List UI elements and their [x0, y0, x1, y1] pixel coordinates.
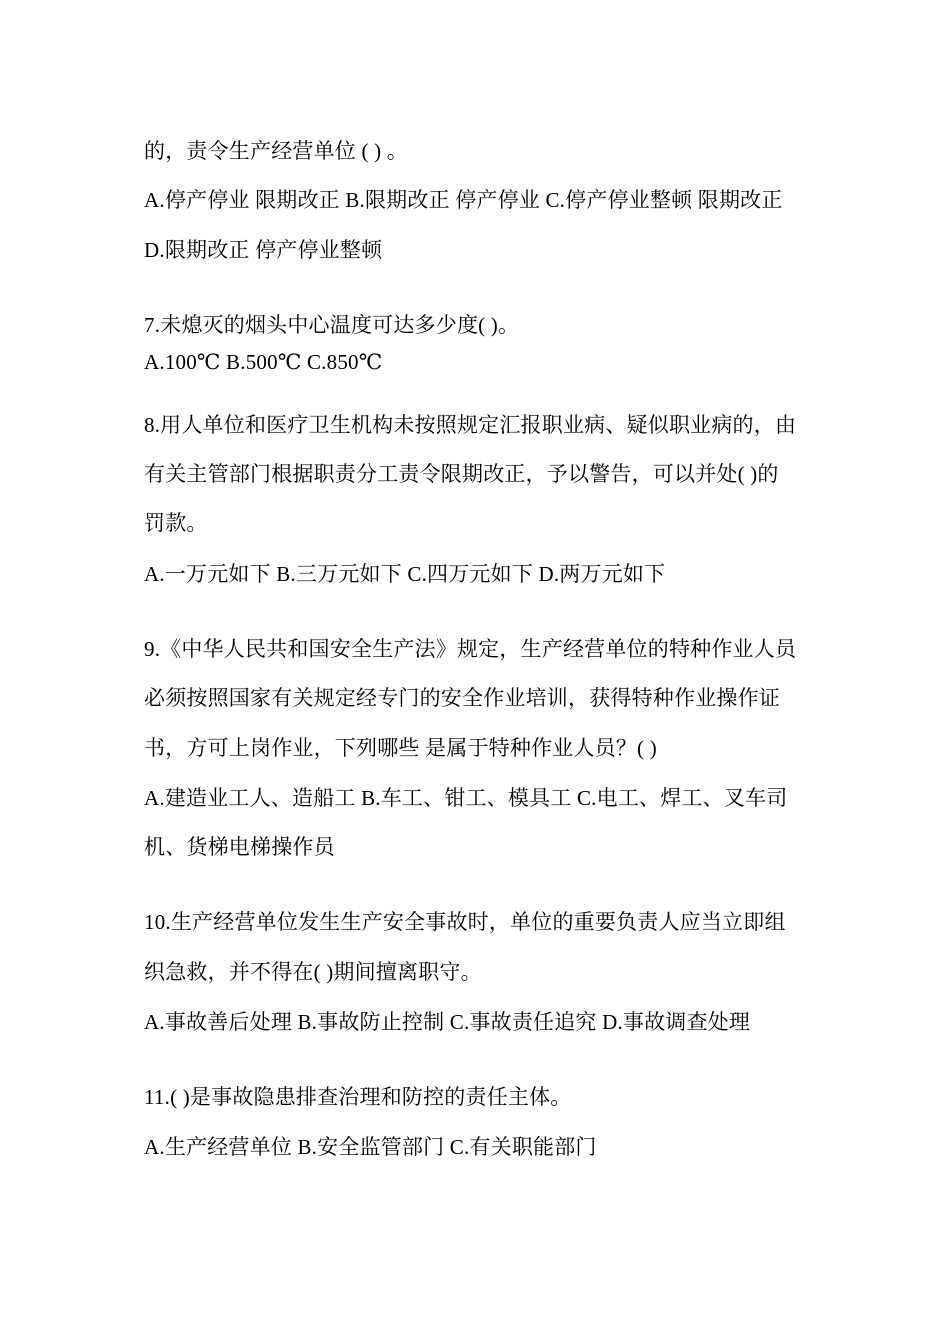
q11-stem: 11.( )是事故隐患排查治理和防控的责任主体。	[144, 1085, 572, 1109]
q10-options: A.事故善后处理 B.事故防止控制 C.事故责任追究 D.事故调查处理	[144, 1010, 751, 1034]
q10-stem-line-2: 织急救，并不得在( )期间擅离职守。	[144, 960, 482, 984]
q10-stem-line-1: 10.生产经营单位发生生产安全事故时，单位的重要负责人应当立即组	[144, 910, 786, 934]
q7-stem: 7.未熄灭的烟头中心温度可达多少度( )。	[144, 313, 520, 337]
q9-stem-line-2: 必须按照国家有关规定经专门的安全作业培训，获得特种作业操作证	[144, 686, 780, 710]
q9-stem-line-3: 书，方可上岗作业，下列哪些 是属于特种作业人员？( )	[144, 736, 657, 760]
q8-stem-line-2: 有关主管部门根据职责分工责令限期改正，予以警告，可以并处( )的	[144, 462, 779, 486]
q8-options: A.一万元如下 B.三万元如下 C.四万元如下 D.两万元如下	[144, 562, 666, 586]
q9-stem-line-1: 9.《中华人民共和国安全生产法》规定，生产经营单位的特种作业人员	[144, 637, 797, 661]
q9-options-line-1: A.建造业工人、造船工 B.车工、钳工、模具工 C.电工、焊工、叉车司	[144, 786, 788, 810]
q8-stem-line-3: 罚款。	[144, 511, 208, 535]
q6-stem-end: 的，责令生产经营单位 ( ) 。	[144, 139, 408, 163]
q6-options-line-2: D.限期改正 停产停业整顿	[144, 238, 383, 262]
q11-options: A.生产经营单位 B.安全监管部门 C.有关职能部门	[144, 1135, 597, 1159]
q9-options-line-2: 机、货梯电梯操作员	[144, 835, 335, 859]
q7-options: A.100℃ B.500℃ C.850℃	[144, 350, 383, 374]
q6-options-line-1: A.停产停业 限期改正 B.限期改正 停产停业 C.停产停业整顿 限期改正	[144, 188, 783, 212]
q8-stem-line-1: 8.用人单位和医疗卫生机构未按照规定汇报职业病、疑似职业病的，由	[144, 413, 797, 437]
